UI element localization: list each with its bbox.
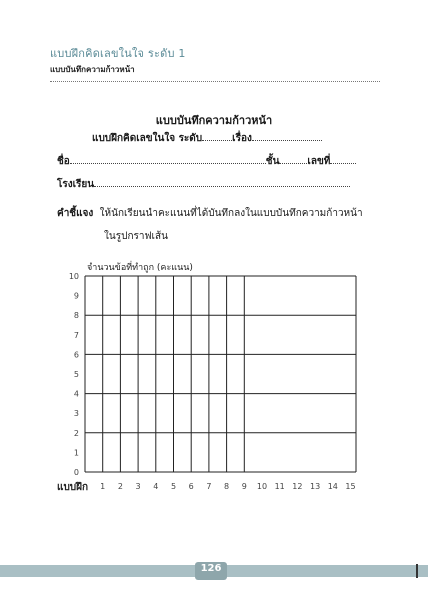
x-tick-1: 1 bbox=[100, 482, 106, 491]
x-tick-12: 12 bbox=[292, 482, 303, 491]
y-tick-1: 1 bbox=[73, 448, 79, 458]
worksheet-section-subtitle: แบบบันทึกความก้าวหน้า bbox=[50, 65, 135, 74]
x-tick-8: 8 bbox=[224, 482, 230, 491]
chart-grid bbox=[85, 276, 356, 472]
x-tick-14: 14 bbox=[327, 482, 338, 491]
x-tick-labels bbox=[100, 482, 355, 491]
x-tick-7: 7 bbox=[206, 482, 212, 491]
x-axis-label: แบบฝึก bbox=[57, 482, 89, 493]
x-tick-5: 5 bbox=[170, 482, 177, 491]
level-label: แบบฝึกคิดเลขในใจ ระดับ bbox=[92, 133, 203, 144]
y-tick-6: 6 bbox=[73, 350, 79, 360]
topic-label: เรื่อง bbox=[232, 133, 252, 144]
x-tick-10: 10 bbox=[256, 482, 268, 491]
y-tick-9: 9 bbox=[73, 291, 79, 301]
y-tick-7: 7 bbox=[73, 330, 79, 340]
y-tick-0: 0 bbox=[73, 468, 79, 477]
y-tick-5: 5 bbox=[73, 370, 79, 379]
instructions-text-1: ให้นักเรียนนำคะแนนที่ได้บันทึกลงในแบบบันทึกความก้าวหน้า bbox=[99, 208, 363, 219]
x-tick-11: 11 bbox=[274, 482, 285, 491]
school-label: โรงเรียน bbox=[57, 179, 95, 190]
class-label: ชั้น bbox=[265, 156, 280, 167]
page-number: 126 bbox=[200, 563, 222, 574]
y-tick-labels bbox=[69, 272, 79, 477]
y-tick-10: 10 bbox=[68, 272, 79, 281]
form-title: แบบบันทึกความก้าวหน้า bbox=[155, 114, 273, 127]
y-tick-3: 3 bbox=[73, 409, 79, 419]
x-tick-9: 9 bbox=[241, 482, 247, 491]
y-tick-2: 2 bbox=[73, 428, 79, 438]
worksheet-series-title: แบบฝึกคิดเลขในใจ ระดับ 1 bbox=[50, 47, 186, 60]
y-axis-label: จำนวนข้อที่ทำถูก (คะแนน) bbox=[87, 263, 193, 273]
x-tick-2: 2 bbox=[117, 482, 123, 491]
x-tick-15: 15 bbox=[345, 482, 356, 491]
number-label: เลขที่ bbox=[307, 156, 331, 167]
y-tick-8: 8 bbox=[73, 311, 79, 321]
footer-edge-mark bbox=[416, 564, 418, 578]
instructions-label: คำชี้แจง bbox=[57, 208, 94, 219]
x-tick-4: 4 bbox=[153, 482, 159, 491]
x-tick-3: 3 bbox=[135, 482, 141, 491]
y-tick-4: 4 bbox=[73, 389, 79, 399]
instructions-line-2: ในรูปกราฟเส้น bbox=[104, 231, 168, 242]
x-tick-13: 13 bbox=[310, 482, 321, 491]
x-tick-6: 6 bbox=[188, 482, 194, 491]
name-label: ชื่อ bbox=[57, 156, 70, 167]
